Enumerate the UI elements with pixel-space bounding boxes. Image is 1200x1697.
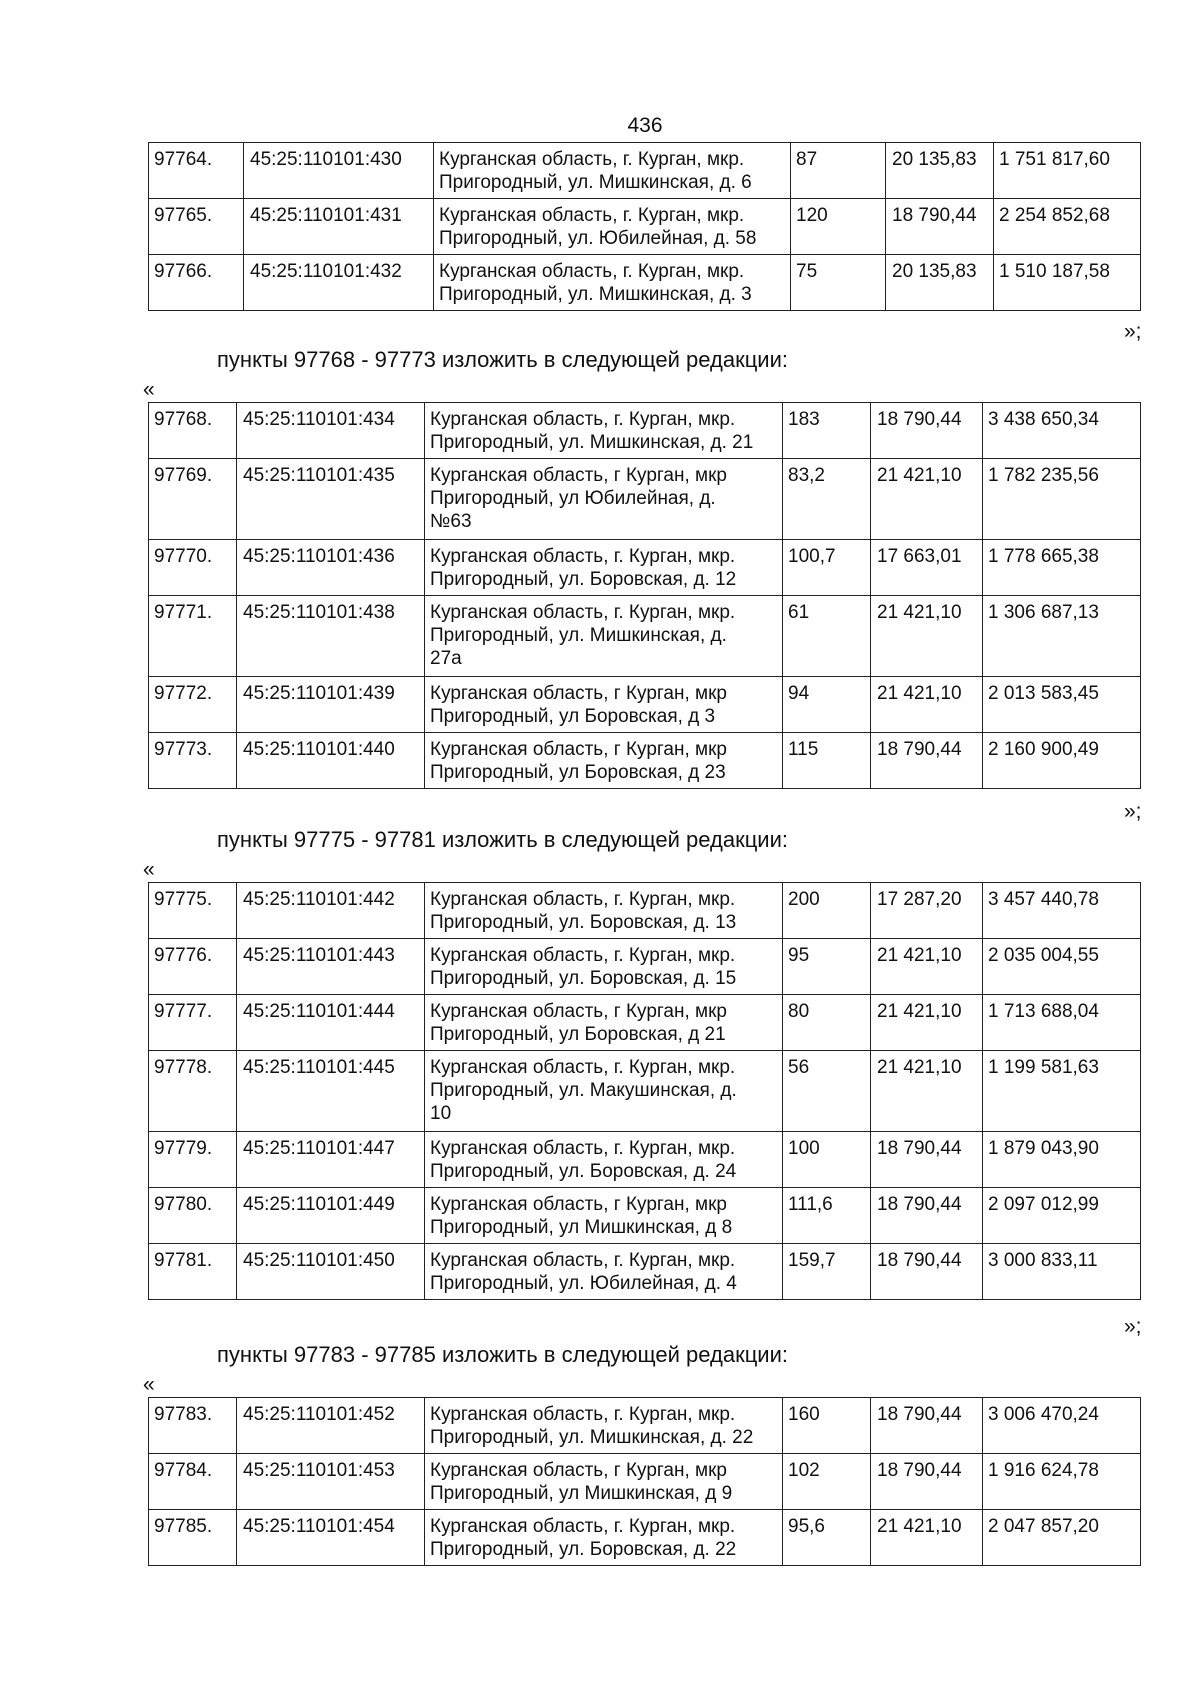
area-cell: 75 — [791, 255, 886, 311]
table-row — [149, 143, 1141, 199]
address-line: Курганская область, г. Курган, мкр. — [430, 546, 736, 567]
area-cell: 102 — [783, 1454, 871, 1510]
area-cell: 56 — [783, 1051, 871, 1132]
address-cell — [425, 1051, 783, 1132]
amendment-instruction: пункты 97768 - 97773 изложить в следующей редакции: — [217, 347, 789, 372]
table-body — [149, 143, 1141, 311]
address-line: Курганская область, г Курган, мкр — [430, 739, 727, 760]
cadastral-value-cell: 1 510 187,58 — [994, 255, 1141, 311]
table-row — [149, 1132, 1141, 1188]
address-line: Пригородный, ул. Боровская, д. 13 — [430, 912, 737, 933]
area-cell: 200 — [783, 883, 871, 939]
address-line: Пригородный, ул. Мишкинская, д. 6 — [439, 172, 752, 193]
cadastral-value-cell: 2 254 852,68 — [994, 199, 1141, 255]
address-line: Пригородный, ул. Мишкинская, д. — [430, 625, 727, 646]
specific-value-cell: 21 421,10 — [871, 995, 983, 1051]
cadastral-value-cell: 2 035 004,55 — [983, 939, 1141, 995]
address-line: Курганская область, г. Курган, мкр. — [430, 409, 736, 430]
closing-quote: »; — [1124, 320, 1142, 343]
table-row — [149, 540, 1141, 596]
address-cell — [425, 1454, 783, 1510]
address-cell — [425, 939, 783, 995]
table-row — [149, 1188, 1141, 1244]
cadastral-number-cell: 45:25:110101:450 — [237, 1244, 425, 1300]
table-row — [149, 733, 1141, 789]
area-cell: 61 — [783, 596, 871, 677]
specific-value-cell: 18 790,44 — [871, 1188, 983, 1244]
item-number-cell: 97781. — [149, 1244, 237, 1300]
address-line: Курганская область, г Курган, мкр — [430, 465, 727, 486]
specific-value-cell: 21 421,10 — [871, 1051, 983, 1132]
table-body — [149, 883, 1141, 1300]
cadastral-value-cell: 1 778 665,38 — [983, 540, 1141, 596]
address-cell — [425, 540, 783, 596]
opening-quote: « — [143, 858, 155, 881]
item-number-cell: 97770. — [149, 540, 237, 596]
cadastral-number-cell: 45:25:110101:431 — [244, 199, 434, 255]
address-line: 10 — [430, 1103, 452, 1124]
cadastral-value-cell: 2 013 583,45 — [983, 677, 1141, 733]
table-row — [149, 1051, 1141, 1132]
table-row — [149, 939, 1141, 995]
item-number-cell: 97776. — [149, 939, 237, 995]
specific-value-cell: 17 287,20 — [871, 883, 983, 939]
address-cell — [425, 1398, 783, 1454]
area-cell: 80 — [783, 995, 871, 1051]
specific-value-cell: 18 790,44 — [871, 1398, 983, 1454]
area-cell: 160 — [783, 1398, 871, 1454]
area-cell: 159,7 — [783, 1244, 871, 1300]
cadastral-number-cell: 45:25:110101:439 — [237, 677, 425, 733]
area-cell: 87 — [791, 143, 886, 199]
specific-value-cell: 18 790,44 — [886, 199, 994, 255]
address-line: Курганская область, г. Курган, мкр. — [430, 1138, 736, 1159]
table-row — [149, 459, 1141, 540]
table-row — [149, 255, 1141, 311]
cadastral-number-cell: 45:25:110101:432 — [244, 255, 434, 311]
address-line: Курганская область, г. Курган, мкр. — [430, 602, 736, 623]
address-cell — [425, 596, 783, 677]
specific-value-cell: 18 790,44 — [871, 1454, 983, 1510]
item-number-cell: 97780. — [149, 1188, 237, 1244]
address-line: Курганская область, г Курган, мкр — [430, 1001, 727, 1022]
address-line: Курганская область, г. Курган, мкр. — [430, 1516, 736, 1537]
amendment-instruction: пункты 97783 - 97785 изложить в следующей редакции: — [217, 1342, 789, 1367]
item-number-cell: 97766. — [149, 255, 244, 311]
address-line: Курганская область, г Курган, мкр — [430, 1194, 727, 1215]
cadastral-number-cell: 45:25:110101:435 — [237, 459, 425, 540]
address-cell — [425, 677, 783, 733]
table-row — [149, 1398, 1141, 1454]
specific-value-cell: 21 421,10 — [871, 596, 983, 677]
address-line: Пригородный, ул. Боровская, д. 12 — [430, 569, 737, 590]
area-cell: 120 — [791, 199, 886, 255]
property-table — [148, 1397, 1141, 1566]
address-line: Курганская область, г. Курган, мкр. — [439, 205, 745, 226]
address-line: Курганская область, г. Курган, мкр. — [430, 889, 736, 910]
cadastral-value-cell: 1 306 687,13 — [983, 596, 1141, 677]
cadastral-number-cell: 45:25:110101:447 — [237, 1132, 425, 1188]
address-line: Курганская область, г. Курган, мкр. — [439, 149, 745, 170]
address-line: Пригородный, ул Боровская, д 3 — [430, 706, 716, 727]
address-line: Курганская область, г Курган, мкр — [430, 683, 727, 704]
cadastral-number-cell: 45:25:110101:442 — [237, 883, 425, 939]
cadastral-value-cell: 1 751 817,60 — [994, 143, 1141, 199]
specific-value-cell: 18 790,44 — [871, 733, 983, 789]
cadastral-number-cell: 45:25:110101:434 — [237, 403, 425, 459]
cadastral-value-cell: 1 713 688,04 — [983, 995, 1141, 1051]
cadastral-value-cell: 1 199 581,63 — [983, 1051, 1141, 1132]
item-number-cell: 97784. — [149, 1454, 237, 1510]
address-cell — [425, 1188, 783, 1244]
specific-value-cell: 20 135,83 — [886, 143, 994, 199]
address-line: Пригородный, ул Боровская, д 21 — [430, 1024, 726, 1045]
item-number-cell: 97773. — [149, 733, 237, 789]
cadastral-number-cell: 45:25:110101:452 — [237, 1398, 425, 1454]
table-body — [149, 1398, 1141, 1566]
specific-value-cell: 21 421,10 — [871, 939, 983, 995]
area-cell: 94 — [783, 677, 871, 733]
specific-value-cell: 18 790,44 — [871, 1132, 983, 1188]
specific-value-cell: 21 421,10 — [871, 459, 983, 540]
table-row — [149, 199, 1141, 255]
property-table — [148, 402, 1141, 789]
area-cell: 83,2 — [783, 459, 871, 540]
item-number-cell: 97785. — [149, 1510, 237, 1566]
address-line: Пригородный, ул Боровская, д 23 — [430, 762, 726, 783]
address-line: Пригородный, ул. Боровская, д. 24 — [430, 1161, 737, 1182]
address-cell — [425, 883, 783, 939]
item-number-cell: 97778. — [149, 1051, 237, 1132]
opening-quote: « — [143, 378, 155, 401]
cadastral-value-cell: 1 916 624,78 — [983, 1454, 1141, 1510]
address-line: Пригородный, ул. Боровская, д. 15 — [430, 968, 737, 989]
address-cell — [425, 1132, 783, 1188]
property-table — [148, 142, 1141, 311]
area-cell: 183 — [783, 403, 871, 459]
address-line: Курганская область, г. Курган, мкр. — [430, 945, 736, 966]
cadastral-value-cell: 3 006 470,24 — [983, 1398, 1141, 1454]
table-row — [149, 883, 1141, 939]
cadastral-number-cell: 45:25:110101:438 — [237, 596, 425, 677]
address-line: Пригородный, ул. Макушинская, д. — [430, 1080, 737, 1101]
specific-value-cell: 21 421,10 — [871, 1510, 983, 1566]
cadastral-number-cell: 45:25:110101:440 — [237, 733, 425, 789]
cadastral-number-cell: 45:25:110101:445 — [237, 1051, 425, 1132]
table-body — [149, 403, 1141, 789]
area-cell: 100 — [783, 1132, 871, 1188]
item-number-cell: 97769. — [149, 459, 237, 540]
address-line: Пригородный, ул. Мишкинская, д. 3 — [439, 284, 752, 305]
address-line: Пригородный, ул Мишкинская, д 8 — [430, 1217, 733, 1238]
item-number-cell: 97783. — [149, 1398, 237, 1454]
cadastral-number-cell: 45:25:110101:444 — [237, 995, 425, 1051]
cadastral-number-cell: 45:25:110101:443 — [237, 939, 425, 995]
address-line: 27а — [430, 648, 462, 669]
address-line: Пригородный, ул. Мишкинская, д. 21 — [430, 432, 754, 453]
cadastral-value-cell: 2 047 857,20 — [983, 1510, 1141, 1566]
address-line: Курганская область, г Курган, мкр — [430, 1460, 727, 1481]
table-row — [149, 1244, 1141, 1300]
item-number-cell: 97777. — [149, 995, 237, 1051]
cadastral-value-cell: 1 782 235,56 — [983, 459, 1141, 540]
cadastral-value-cell: 2 097 012,99 — [983, 1188, 1141, 1244]
address-cell — [425, 1510, 783, 1566]
table-row — [149, 1510, 1141, 1566]
property-table — [148, 882, 1141, 1300]
address-line: Пригородный, ул. Юбилейная, д. 4 — [430, 1273, 737, 1294]
amendment-instruction: пункты 97775 - 97781 изложить в следующей редакции: — [217, 827, 789, 852]
page-number: 436 — [627, 114, 663, 137]
address-line: Пригородный, ул. Юбилейная, д. 58 — [439, 228, 757, 249]
specific-value-cell: 20 135,83 — [886, 255, 994, 311]
specific-value-cell: 18 790,44 — [871, 403, 983, 459]
cadastral-number-cell: 45:25:110101:449 — [237, 1188, 425, 1244]
table-row — [149, 596, 1141, 677]
address-cell — [434, 255, 791, 311]
item-number-cell: 97775. — [149, 883, 237, 939]
cadastral-number-cell: 45:25:110101:453 — [237, 1454, 425, 1510]
cadastral-number-cell: 45:25:110101:454 — [237, 1510, 425, 1566]
address-line: Пригородный, ул. Мишкинская, д. 22 — [430, 1427, 754, 1448]
address-line: Курганская область, г. Курган, мкр. — [430, 1404, 736, 1425]
item-number-cell: 97772. — [149, 677, 237, 733]
address-line: Пригородный, ул Мишкинская, д 9 — [430, 1483, 733, 1504]
address-cell — [425, 403, 783, 459]
address-cell — [425, 995, 783, 1051]
cadastral-value-cell: 3 457 440,78 — [983, 883, 1141, 939]
table-row — [149, 1454, 1141, 1510]
cadastral-value-cell: 3 000 833,11 — [983, 1244, 1141, 1300]
cadastral-value-cell: 3 438 650,34 — [983, 403, 1141, 459]
specific-value-cell: 18 790,44 — [871, 1244, 983, 1300]
table-row — [149, 677, 1141, 733]
closing-quote: »; — [1124, 1315, 1142, 1338]
table-row — [149, 995, 1141, 1051]
area-cell: 111,6 — [783, 1188, 871, 1244]
item-number-cell: 97764. — [149, 143, 244, 199]
address-line: Пригородный, ул. Боровская, д. 22 — [430, 1539, 737, 1560]
address-cell — [434, 199, 791, 255]
area-cell: 115 — [783, 733, 871, 789]
item-number-cell: 97765. — [149, 199, 244, 255]
table-row — [149, 403, 1141, 459]
address-line: Пригородный, ул Юбилейная, д. — [430, 488, 716, 509]
area-cell: 95 — [783, 939, 871, 995]
address-line: Курганская область, г. Курган, мкр. — [430, 1250, 736, 1271]
address-line: Курганская область, г. Курган, мкр. — [439, 261, 745, 282]
specific-value-cell: 17 663,01 — [871, 540, 983, 596]
area-cell: 100,7 — [783, 540, 871, 596]
item-number-cell: 97768. — [149, 403, 237, 459]
area-cell: 95,6 — [783, 1510, 871, 1566]
address-line: №63 — [430, 511, 472, 532]
closing-quote: »; — [1124, 800, 1142, 823]
item-number-cell: 97771. — [149, 596, 237, 677]
specific-value-cell: 21 421,10 — [871, 677, 983, 733]
cadastral-value-cell: 1 879 043,90 — [983, 1132, 1141, 1188]
cadastral-number-cell: 45:25:110101:436 — [237, 540, 425, 596]
address-cell — [425, 1244, 783, 1300]
item-number-cell: 97779. — [149, 1132, 237, 1188]
address-cell — [425, 733, 783, 789]
cadastral-value-cell: 2 160 900,49 — [983, 733, 1141, 789]
opening-quote: « — [143, 1373, 155, 1396]
cadastral-number-cell: 45:25:110101:430 — [244, 143, 434, 199]
address-line: Курганская область, г. Курган, мкр. — [430, 1057, 736, 1078]
address-cell — [425, 459, 783, 540]
address-cell — [434, 143, 791, 199]
